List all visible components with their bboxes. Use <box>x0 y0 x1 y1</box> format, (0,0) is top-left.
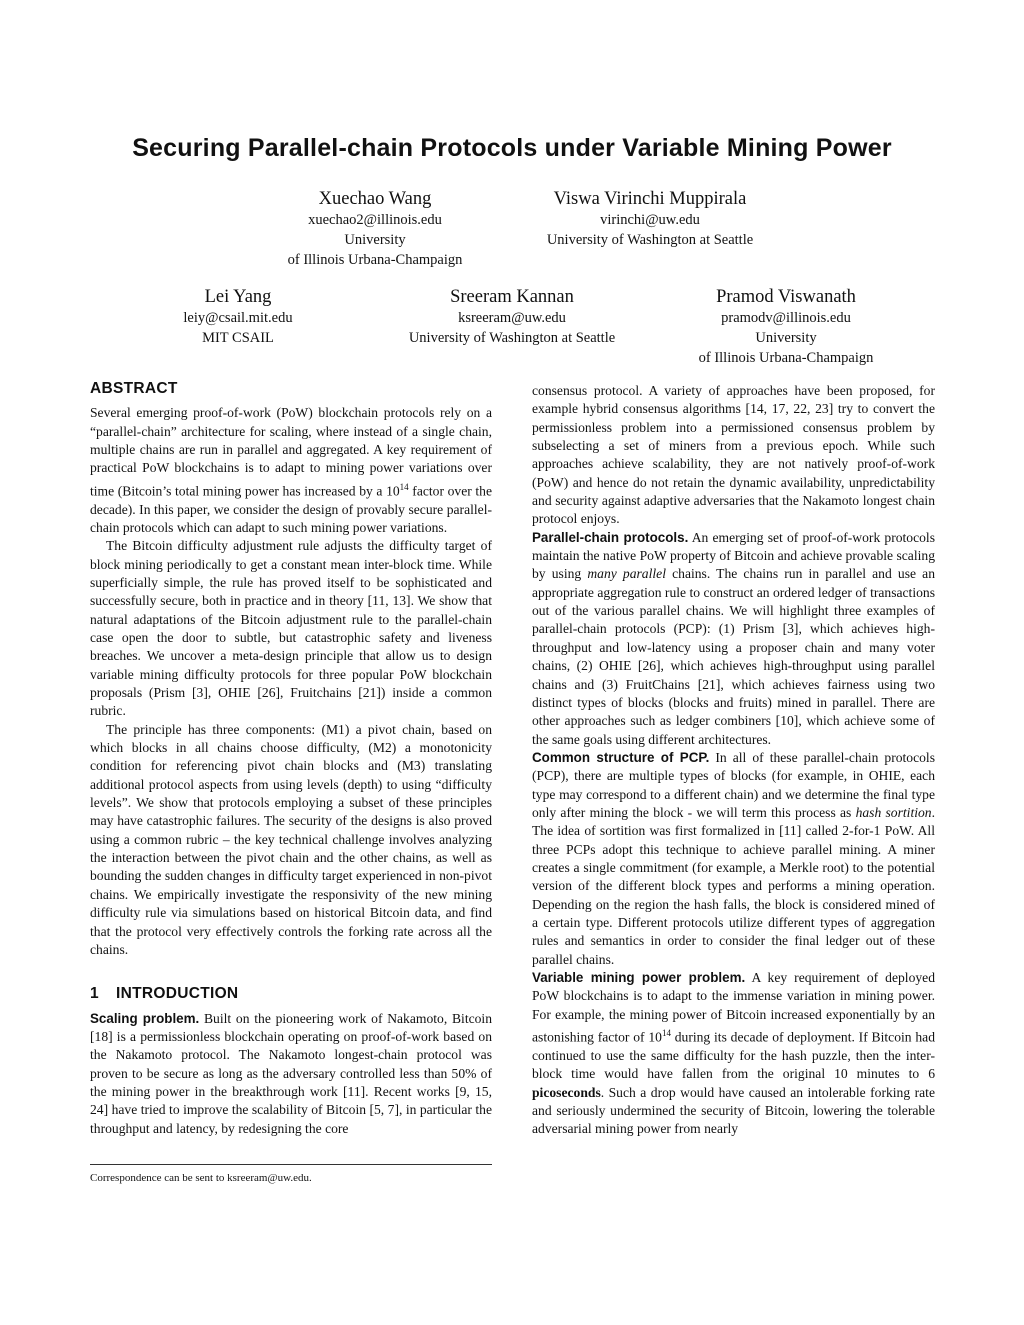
author-email: ksreeram@uw.edu <box>458 310 566 326</box>
body-paragraph: Variable mining power problem. A key requirement of deployed PoW blockchains is to adapt to the immense variation in mining power. For example, the mining power of Bitcoin increased exponentially by an astonishing factor of $10^{14}$ during its decade of deployment. If Bitcoin had continued to use the same difficulty for the hash puzzle, then the inter-block time would have fallen from the original 10 minutes to 6 picoseconds. Such a drop would have caused an intolerable forking rate and seriously undermined the security of Bitcoin, lowering the tolerable adversarial mining power from nearly <box>532 970 936 1137</box>
body-paragraph: Parallel-chain protocols. An emerging set of proof-of-work protocols maintain the native PoW property of Bitcoin and achieve provable scaling by using many parallel chains. The chains run in parallel and use an appropriate aggregation rule to construct an ordered ledger of transactions out of the various parallel chains. We will highlight three examples of parallel-chain protocols (PCP): (1) Prism [3], which achieves high-throughput and low-latency using a proposer chain and many voter chains, (2) OHIE [26], which achieves high-throughput using parallel chains and (3) FruitChains [21], which achieves fairness using two distinct types of blocks (blocks and fruits) mined in parallel. There are other approaches such as ledger combiners [10], which achieve some of the same goals using different architectures. <box>532 529 936 747</box>
author-block <box>88 286 388 348</box>
author-affiliation: MIT CSAIL <box>202 330 274 346</box>
author-affiliation: University of Washington at Seattle <box>546 232 754 248</box>
section-heading-introduction: 1 INTRODUCTION <box>90 985 239 1003</box>
author-affiliation: of Illinois Urbana-Champaign <box>698 350 874 366</box>
author-affiliation: University of Washington at Seattle <box>408 330 616 346</box>
left-column <box>90 380 492 1138</box>
author-block <box>362 286 662 348</box>
body-paragraph: Common structure of PCP. In all of these parallel-chain protocols (PCP), there are multiple types of blocks (for example, in OHIE, each type may correspond to a different chain) and we determine the final type only after mining the block - we will term this process as hash sortition. The idea of sortition was first formalized in [11] called 2-for-1 PoW. All three PCPs adopt this technique to achieve parallel mining. A miner creates a single commitment (for example, a Merkle root) to the potential version of the different block types and performs a mining operation. Depending on the region the hash falls, the block is considered mined of a certain type. Different protocols utilize different types of aggregation rules and semantics in order to consider the final ledger out of these parallel chains. <box>532 749 936 967</box>
author-email: virinchi@uw.edu <box>600 212 700 228</box>
author-name: Viswa Virinchi Muppirala <box>553 189 747 209</box>
abstract-paragraph: The Bitcoin difficulty adjustment rule adjusts the difficulty target of block mining periodically to get a constant mean inter-block time. While superficially simple, the rule has proved itself to be sophisticated and successfully secure, both in practice and in theory [11, 13]. We show that natural adaptations of the Bitcoin adjustment rule to the parallel-chain case open the door to subtle, but catastrophic safety and liveness breaches. We uncover a meta-design principle that allow us to design variable mining difficulty protocols for three popular PoW blockchain proposals (Prism [3], OHIE [26], Fruitchains [21]) inside a common rubric. <box>90 538 492 719</box>
paper-title: Securing Parallel-chain Protocols under Variable Mining Power <box>132 134 892 162</box>
author-block <box>500 188 800 250</box>
abstract-paragraph: Several emerging proof-of-work (PoW) blockchain protocols rely on a “parallel-chain” architecture for scaling, where instead of a single chain, multiple chains are run in parallel and aggregated. A key requirement of practical PoW blockchains is to adapt to mining power variations over time (Bitcoin’s total mining power has increased by a $10^{14}$ factor over the decade). In this paper, we consider the design of provably secure parallel-chain protocols which can adapt to such mining power variations. <box>90 405 492 535</box>
author-block <box>636 286 936 368</box>
author-email: xuechao2@illinois.edu <box>308 212 442 228</box>
body-paragraph: consensus protocol. A variety of approaches have been proposed, for example hybrid consensus algorithms [14, 17, 22, 23] try to convert the permissionless problem into a permissioned consensus problem by subselecting a set of miners from a previous epoch. While such approaches achieve scalability, they are not natively proof-of-work (PoW) and hence do not retain the dynamic availability, unpredictability and security against adaptive adversaries that the Nakamoto longest chain protocol enjoys. <box>532 383 935 527</box>
author-name: Xuechao Wang <box>318 189 432 209</box>
author-email: pramodv@illinois.edu <box>721 310 851 326</box>
author-name: Sreeram Kannan <box>450 287 574 307</box>
author-email: leiy@csail.mit.edu <box>183 310 293 326</box>
author-affiliation: University <box>344 232 406 248</box>
footnote-rule <box>90 1164 492 1165</box>
abstract-paragraph: The principle has three components: (M1) a pivot chain, based on which blocks in all chains choose difficulty, (M2) a monotonicity condition for referencing pivot chain blocks and (M3) translating additional protocol aspects from using levels (depth) to using “difficulty levels”. We show that protocols employing a subset of these principles may have catastrophic failures. The security of the designs is also proved using a common rubric – the key technical challenge involves analyzing the interaction between the pivot chain and the other chains, as well as bounding the sudden changes in difficulty target experienced in non-pivot chains. We empirically investigate the responsivity of the new mining difficulty rule via simulations based on historical Bitcoin data, and find that the protocol very effectively controls the forking rate across all the chains. <box>90 721 492 957</box>
abstract-heading: ABSTRACT <box>90 380 178 397</box>
author-affiliation: of Illinois Urbana-Champaign <box>287 252 463 268</box>
author-name: Lei Yang <box>204 287 272 307</box>
author-block <box>225 188 525 270</box>
right-column <box>532 382 935 1139</box>
author-affiliation: University <box>755 330 817 346</box>
intro-paragraph: Scaling problem. Built on the pioneering work of Nakamoto, Bitcoin [18] is a permissionless blockchain operating on proof-of-work based on the Nakamoto protocol. The Nakamoto longest-chain protocol was proven to be secure as long as the adversary controlled less than 50% of the mining power in the breakthrough work [11]. Recent works [9, 15, 24] have tried to improve the scalability of Bitcoin [5, 7], in particular the throughput and latency, by redesigning the core <box>90 1010 492 1136</box>
author-name: Pramod Viswanath <box>716 287 856 307</box>
footnote: Correspondence can be sent to ksreeram@uw.edu. <box>90 1172 312 1184</box>
